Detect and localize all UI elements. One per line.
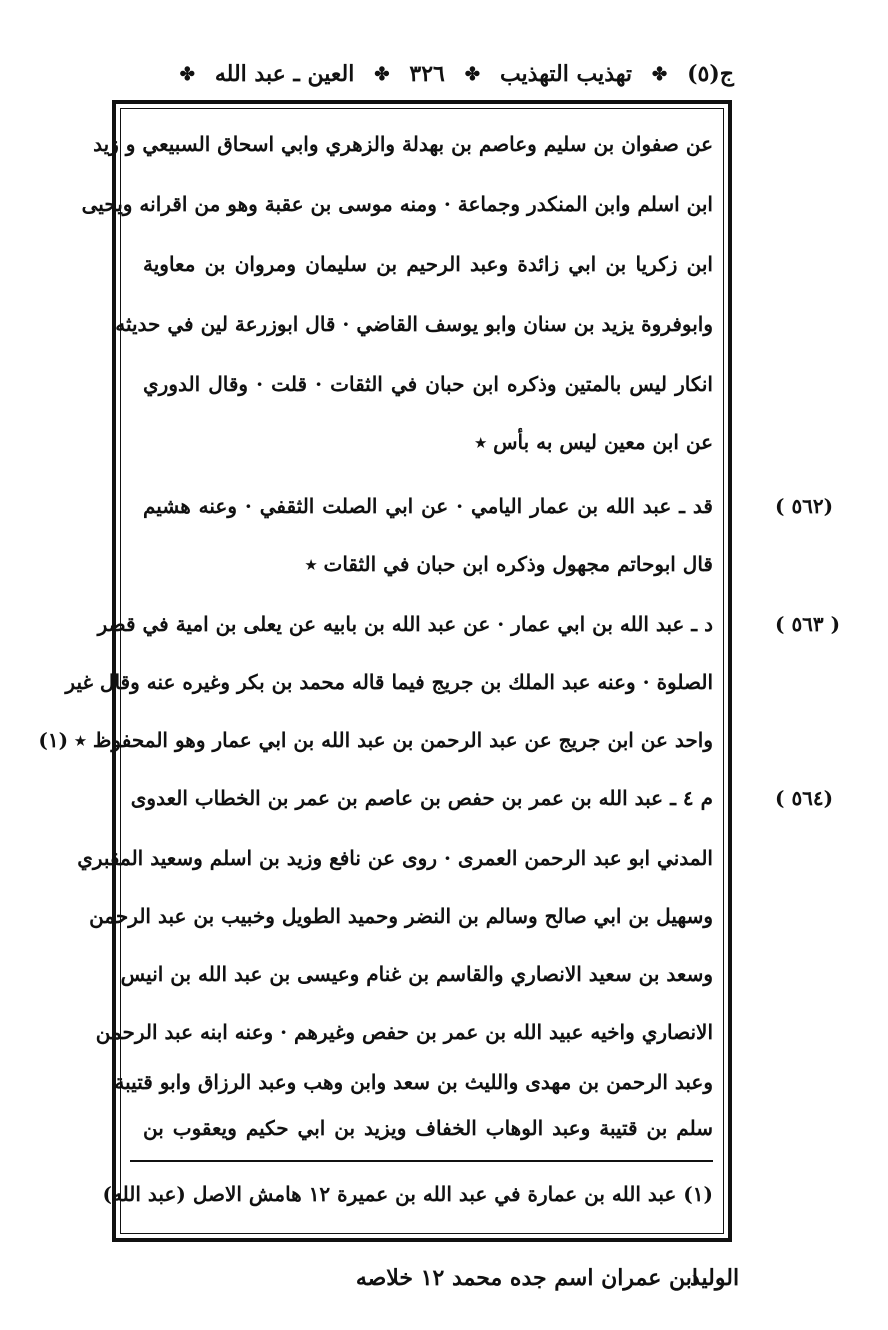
- body-line: الصلوة · وعنه عبد الملك بن جريج فيما قاله محمد بن بكر وغيره عنه وقال غير: [65, 670, 713, 694]
- ornament-icon: ✤: [179, 63, 195, 85]
- body-line: انكار ليس بالمتين وذكره ابن حبان في الثقات · قلت · وقال الدوري: [143, 372, 713, 396]
- body-line: سلم بن قتيبة وعبد الوهاب الخفاف ويزيد بن ابي حكيم ويعقوب بن: [143, 1116, 713, 1140]
- body-line: ابن زكريا بن ابي زائدة وعبد الرحيم بن سليمان ومروان بن معاوية: [143, 252, 713, 276]
- margin-note-left: ابن عمران اسم جده محمد ١٢ خلاصه: [355, 1265, 698, 1291]
- body-line: ابن اسلم وابن المنكدر وجماعة · ومنه موسى بن عقبة وهو من اقرانه ويحيى: [81, 192, 713, 216]
- body-line: م ٤ ـ عبد الله بن عمر بن حفص بن عاصم بن عمر بن الخطاب العدوى: [130, 786, 713, 810]
- body-line: وعبد الرحمن بن مهدى والليث بن سعد وابن وهب وعبد الرزاق وابو قتيبة: [114, 1070, 713, 1094]
- footnote-rule: [130, 1160, 713, 1162]
- body-line: وسهيل بن ابي صالح وسالم بن النضر وحميد الطويل وخبيب بن عبد الرحمن: [89, 904, 713, 928]
- body-line: واحد عن ابن جريج عن عبد الرحمن بن عبد الله بن ابي عمار وهو المحفوظ ٭ (١): [38, 728, 713, 752]
- body-line: قال ابوحاتم مجهول وذكره ابن حبان في الثقات ٭: [305, 552, 713, 576]
- volume-label: ج(٥): [687, 61, 734, 87]
- entry-number: ( ٥٦٢): [775, 494, 834, 518]
- body-line: د ـ عبد الله بن ابي عمار · عن عبد الله بن بابيه عن يعلى بن امية في قصر: [97, 612, 713, 636]
- ornament-icon: ✤: [652, 63, 668, 85]
- book-title: تهذيب التهذيب: [499, 61, 633, 87]
- body-line: عن ابن معين ليس به بأس ٭: [475, 430, 713, 454]
- ornament-icon: ✤: [464, 63, 480, 85]
- entry-number: ( ٥٦٣ ): [775, 612, 841, 636]
- body-line: وسعد بن سعيد الانصاري والقاسم بن غنام وعيسى بن عبد الله بن انيس: [120, 962, 713, 986]
- body-line: عن صفوان بن سليم وعاصم بن بهدلة والزهري وابي اسحاق السبيعي و زيد: [93, 132, 713, 156]
- ornament-icon: ✤: [374, 63, 390, 85]
- footnote: (١) عبد الله بن عمارة في عبد الله بن عميرة ١٢ هامش الاصل (عبد الله): [102, 1182, 713, 1206]
- margin-note-right: الوليد: [690, 1265, 740, 1291]
- entry-number: ( ٥٦٤): [775, 786, 834, 810]
- body-line: المدني ابو عبد الرحمن العمرى · روى عن نافع وزيد بن اسلم وسعيد المقبري: [77, 846, 713, 870]
- body-line: وابوفروة يزيد بن سنان وابو يوسف القاضي · قال ابوزرعة لين في حديثه: [115, 312, 713, 336]
- section-title: العين ـ عبد الله: [214, 61, 355, 87]
- page-header: [112, 52, 734, 96]
- body-line: الانصاري واخيه عبيد الله بن عمر بن حفص وغيرهم · وعنه ابنه عبد الرحمن: [95, 1020, 713, 1044]
- page-number: ٣٢٦: [409, 61, 445, 87]
- body-line: قد ـ عبد الله بن عمار اليامي · عن ابي الصلت الثقفي · وعنه هشيم: [143, 494, 713, 518]
